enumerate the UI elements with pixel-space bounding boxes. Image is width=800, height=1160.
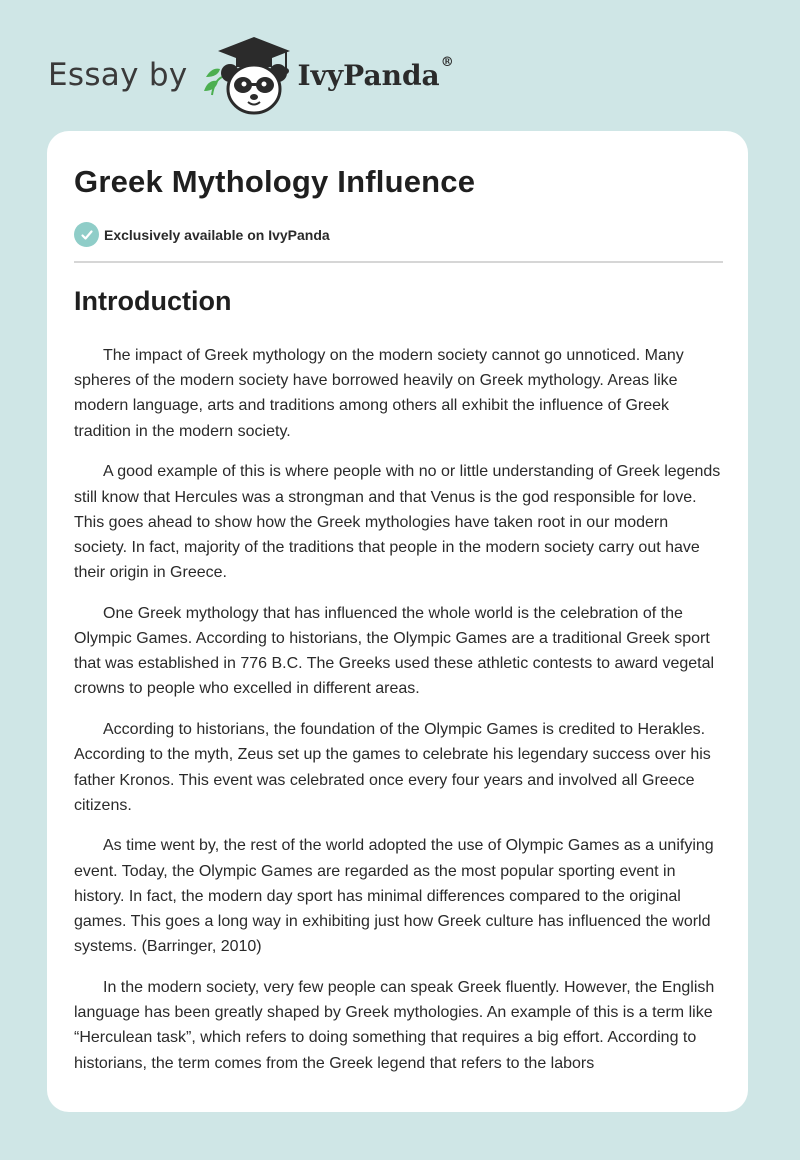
section-heading: Introduction	[74, 286, 232, 316]
registered-mark: ®	[440, 54, 454, 70]
paragraph: According to historians, the foundation of the Olympic Games is credited to Herakles. According to the myth, Zeus set up the games to celebrate his legendary success over his father Kronos. This event was celebrated once every four years and involved all Greece citizens.	[74, 721, 711, 814]
page-title: Greek Mythology Influence	[74, 164, 476, 199]
exclusive-badge	[74, 222, 330, 247]
site-header	[48, 30, 454, 120]
brand-text: IvyPanda	[297, 58, 440, 92]
panda-graduation-cap-icon[interactable]	[198, 33, 294, 117]
essay-body	[74, 343, 723, 1091]
paragraph: The impact of Greek mythology on the modern society cannot go unnoticed. Many spheres of the modern society have borrowed heavily on Greek mythology. Areas like modern language, arts and traditions among others all exhibit the influence of Greek tradition in the modern society.	[74, 347, 684, 440]
paragraph: One Greek mythology that has influenced the whole world is the celebration of the Olympic Games. According to historians, the Olympic Games are a traditional Greek sport that was established in 776 B.C. The Greeks used these athletic contests to award vegetal crowns to people who excelled in different areas.	[74, 604, 715, 698]
title-divider	[74, 261, 723, 263]
paragraph: As time went by, the rest of the world adopted the use of Olympic Games as a unifying event. Today, the Olympic Games are regarded as the most popular sporting event in history. In fact, the modern day sport has minimal differences compared to the original games. This goes a long way in exhibiting just how Greek culture has influenced the world systems. (Barringer, 2010)	[74, 837, 714, 956]
brand-name[interactable]	[297, 54, 454, 92]
paragraph: In the modern society, very few people can speak Greek fluently. However, the English language has been greatly shaped by Greek mythologies. An example of this is a term like “Herculean task”, which refers to doing something that requires a big effort. According to historians, the term comes from the Greek legend that refers to the labors	[74, 978, 715, 1072]
essay-by-label: Essay by	[48, 57, 188, 93]
paragraph: A good example of this is where people with no or little understanding of Greek legends still know that Hercules was a strongman and that Venus is the god responsible for love. This goes ahead to show how the Greek mythologies have taken root in our modern society. In fact, majority of the traditions that people in the modern society carry out have their origin in Greece.	[74, 463, 721, 582]
checkmark-icon	[74, 222, 99, 247]
badge-label: Exclusively available on IvyPanda	[104, 226, 330, 243]
essay-card	[47, 131, 748, 1112]
